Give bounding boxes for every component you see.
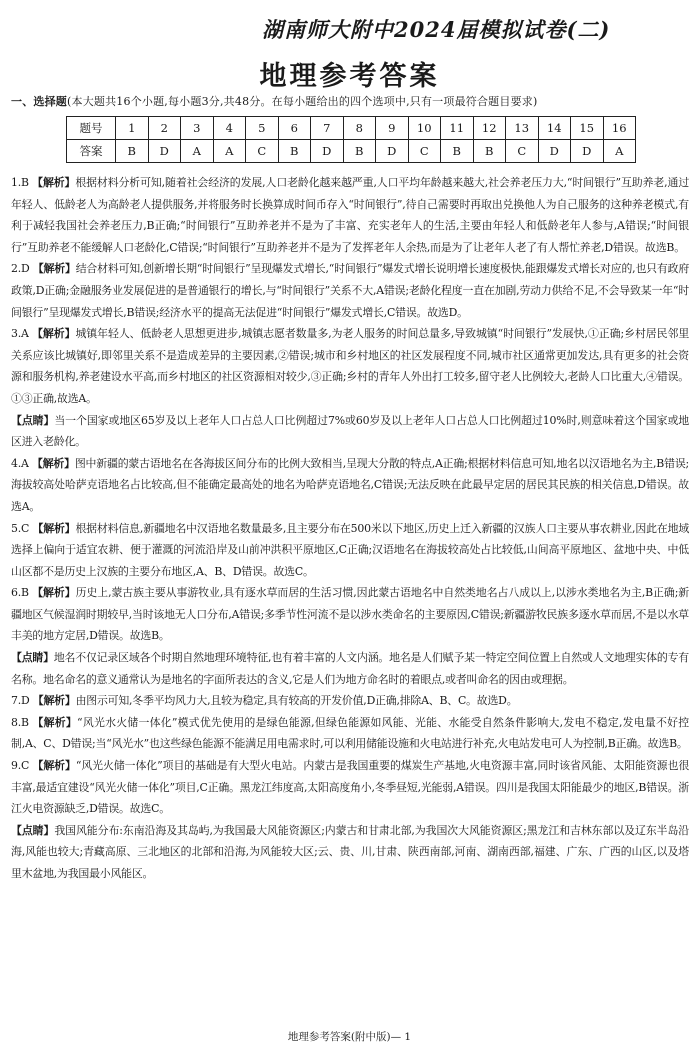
answer-cell: B — [116, 140, 149, 163]
explanation-q3 — [11, 323, 689, 409]
key-point-text: 地名不仅记录区域各个时期自然地理环境特征,也有着丰富的人文内涵。地名是人们赋予某一特定空间位置上自然或人文地理实体的专有名称。地名命名的意义通常认为是地名的字面所表达的含义,它是人们为地方命名时的着眼点,或者叫命名的因由或理据。 — [11, 651, 689, 686]
explanation-q7 — [11, 690, 689, 712]
key-point-tag: 【点睛】 — [11, 413, 55, 427]
answer-cell: D — [571, 140, 604, 163]
section-heading — [11, 93, 691, 109]
question-label: 2.D — [11, 262, 30, 276]
analysis-tag: 【解析】 — [32, 521, 76, 535]
question-number: 11 — [441, 117, 474, 140]
question-number: 6 — [278, 117, 311, 140]
question-label: 9.C — [11, 759, 30, 773]
question-number: 10 — [408, 117, 441, 140]
question-label: 1.B — [11, 176, 29, 189]
explanation-text: 根据材料信息,新疆地名中汉语地名数量最多,且主要分布在500米以下地区,历史上迁入新疆的汉族人口主要从事农耕业,因此在地域选择上偏向于适宜农耕、便于灌溉的河流沿岸及山前冲洪积平原地区,C正确;汉语地名在海拔较高处占比较低,山间高平原地区、盆地中央、中低山区都不是历史上汉族的主要分布地区,A、B、D错误。故选C。 — [11, 521, 690, 578]
explanation-q8 — [11, 712, 689, 755]
answer-table — [66, 116, 636, 163]
answer-cell: D — [376, 140, 409, 163]
question-number: 15 — [571, 117, 604, 140]
question-number: 7 — [311, 117, 344, 140]
analysis-tag: 【解析】 — [32, 176, 76, 189]
question-number: 12 — [473, 117, 506, 140]
answer-cell: C — [506, 140, 539, 163]
key-point-note-1 — [11, 410, 689, 453]
question-number: 8 — [343, 117, 376, 140]
answer-cell: B — [343, 140, 376, 163]
analysis-tag: 【解析】 — [32, 327, 76, 341]
document-title: 地理参考答案 — [259, 61, 440, 92]
section-label: 一、选择题 — [11, 95, 67, 108]
question-label: 8.B — [11, 715, 29, 729]
key-point-note-2 — [11, 647, 689, 690]
question-label: 5.C — [11, 521, 30, 535]
key-point-note-3 — [11, 820, 689, 885]
question-number: 14 — [538, 117, 571, 140]
analysis-tag: 【解析】 — [32, 759, 76, 773]
section-instructions: (本大题共16个小题,每小题3分,共48分。在每小题给出的四个选项中,只有一项最符合题目要求) — [67, 95, 538, 108]
explanation-text: 城镇年轻人、低龄老人思想更进步,城镇志愿者数量多,为老人服务的时间总量多,导致城镇“时间银行”发展快,①正确;乡村居民邻里关系应该比城镇好,即邻里关系不是造成差异的主要因素,②错误;城市和乡村地区的社区发展程度不同,城市社区通常更加发达,具有更多的社会资源和服务机构,养老建设水平高,而乡村地区的社区资源相对较少,③正确;乡村的青年人外出打工较多,留守老人比例较大,老龄人口比重大,④错误。①③正确,故选A。 — [11, 327, 690, 405]
explanation-text: 结合材料可知,创新增长期“时间银行”呈现爆发式增长,“时间银行”爆发式增长说明增长速度极快,能跟爆发式增长对应的,也只有政府政策,D正确;金融服务业发展促进的是普通银行的增长,与“时间银行”关系不大,A错误;老龄化程度一直在加剧,劳动力供给不足,不会导致某一年“时间银行”呈现爆发式增长,B错误;经济水平的提高无法促进“时间银行”爆发式增长,C错误。故选D。 — [11, 262, 690, 319]
answer-cell: A — [213, 140, 246, 163]
question-label: 3.A — [11, 327, 29, 341]
analysis-tag: 【解析】 — [32, 262, 76, 276]
question-number: 16 — [603, 117, 636, 140]
answer-cell: C — [408, 140, 441, 163]
answer-cell: A — [603, 140, 636, 163]
answer-row — [67, 140, 636, 163]
page-footer: 地理参考答案(附中版)— 1 — [287, 1031, 412, 1043]
analysis-tag: 【解析】 — [32, 586, 76, 600]
answer-cell: B — [441, 140, 474, 163]
answer-cell: D — [311, 140, 344, 163]
key-point-text: 当一个国家或地区65岁及以上老年人口占总人口比例超过7%或60岁及以上老年人口占总人口比例超过10%时,则意味着这个国家或地区进入老龄化。 — [11, 413, 689, 449]
explanation-q9 — [11, 755, 689, 820]
answer-cell: D — [538, 140, 571, 163]
answer-cell: C — [246, 140, 279, 163]
analysis-tag: 【解析】 — [32, 694, 76, 708]
question-label: 4.A — [11, 456, 29, 470]
question-number: 5 — [246, 117, 279, 140]
question-number: 2 — [148, 117, 181, 140]
explanation-q5 — [11, 518, 689, 583]
question-number: 13 — [506, 117, 539, 140]
question-row-label: 题号 — [67, 117, 116, 140]
analysis-tag: 【解析】 — [32, 715, 78, 729]
question-number: 3 — [181, 117, 214, 140]
explanation-text: “风光火储一体化”项目的基础是有大型火电站。内蒙古是我国重要的煤炭生产基地,火电资源丰富,同时该省风能、太阳能资源也很丰富,最适宜建设“风光火储一体化”项目,C正确。黑龙江纬度高,太阳高度角小,冬季昼短,光能弱,A错误。四川是我国太阳能最少的地区,B错误。浙江火电资源缺乏,D错误。故选C。 — [11, 759, 690, 816]
explanation-q6 — [11, 582, 689, 647]
explanation-text: “风光水火储一体化”模式优先使用的是绿色能源,但绿色能源如风能、光能、水能受自然条件影响大,发电不稳定,发电量不好控制,A、C、D错误;当“风光水”也这些绿色能源不能满足用电需求时,可以利用储能设施和火电站进行补充,火电站发电可人为控制,B正确。故选B。 — [11, 715, 689, 751]
answer-cell: A — [181, 140, 214, 163]
key-point-tag: 【点睛】 — [11, 651, 54, 665]
key-point-tag: 【点睛】 — [11, 823, 55, 837]
explanations — [11, 172, 689, 885]
question-label: 6.B — [11, 586, 29, 600]
answer-cell: B — [473, 140, 506, 163]
question-label: 7.D — [11, 694, 30, 708]
answer-cell: B — [278, 140, 311, 163]
question-number: 9 — [376, 117, 409, 140]
answer-cell: D — [148, 140, 181, 163]
explanation-text: 历史上,蒙古族主要从事游牧业,具有逐水草而居的生活习惯,因此蒙古语地名中自然类地名占八成以上,以涉水类地名为主,B正确;新疆地区气候湿润时期较早,当时该地无人口分布,A错误;多季节性河流不是以涉水类命名的主要原因,C错误;新疆游牧民族多逐水草而居,不是以水草丰美的地方定居,D错误。故选B。 — [11, 586, 689, 643]
explanation-q4 — [11, 453, 689, 518]
key-point-text: 我国风能分布:东南沿海及其岛屿,为我国最大风能资源区;内蒙古和甘肃北部,为我国次大风能资源区;黑龙江和吉林东部以及辽东半岛沿海,风能也较大;青藏高原、三北地区的北部和沿海,为风能较大区;云、贵、川,甘肃、陕西南部,河南、湖南西部,福建、广东、广西的山区,以及塔里木盆地,为我国最小风能区。 — [11, 823, 689, 880]
explanation-text: 图中新疆的蒙古语地名在各海拔区间分布的比例大致相当,呈现大分散的特点,A正确;根据材料信息可知,地名以汉语地名为主,B错误;海拔较高处哈萨克语地名占比较高,但不能确定最高处的地名为哈萨克语地名,C错误;无法反映在此最早定居的居民其民族的相关信息,D错误。故选A。 — [11, 456, 690, 513]
school-exam-title: 湖南师大附中2024届模拟试卷(二) — [262, 17, 611, 42]
question-number: 1 — [116, 117, 149, 140]
question-number: 4 — [213, 117, 246, 140]
analysis-tag: 【解析】 — [31, 456, 75, 470]
question-number-row — [67, 117, 636, 140]
explanation-text: 根据材料分析可知,随着社会经济的发展,人口老龄化越来越严重,人口平均年龄越来越大,社会养老压力大,“时间银行”互助养老,通过年轻人、低龄老人为高龄老人提供服务,并将服务时长换算成时间币存入“时间银行”,待自己需要时再取出兑换他人为自己服务的这种养老模式,有利于减轻我国社会养老压力,B正确;“时间银行”互助养老并不是为了丰富、充实老年人的生活,主要由年轻人和低龄老年人参与,A错误;“时间银行”互助养老不能缓解人口老龄化,C错误;“时间银行”互助养老并不是为了发挥老年人余热,而是为了让老年人老了有人帮忙养老,D错误。故选B。 — [11, 176, 690, 254]
explanation-q1 — [11, 172, 689, 258]
explanation-q2 — [11, 258, 689, 323]
answer-row-label: 答案 — [67, 140, 116, 163]
explanation-text: 由图示可知,冬季平均风力大,且较为稳定,具有较高的开发价值,D正确,排除A、B、C。故选D。 — [75, 694, 518, 708]
